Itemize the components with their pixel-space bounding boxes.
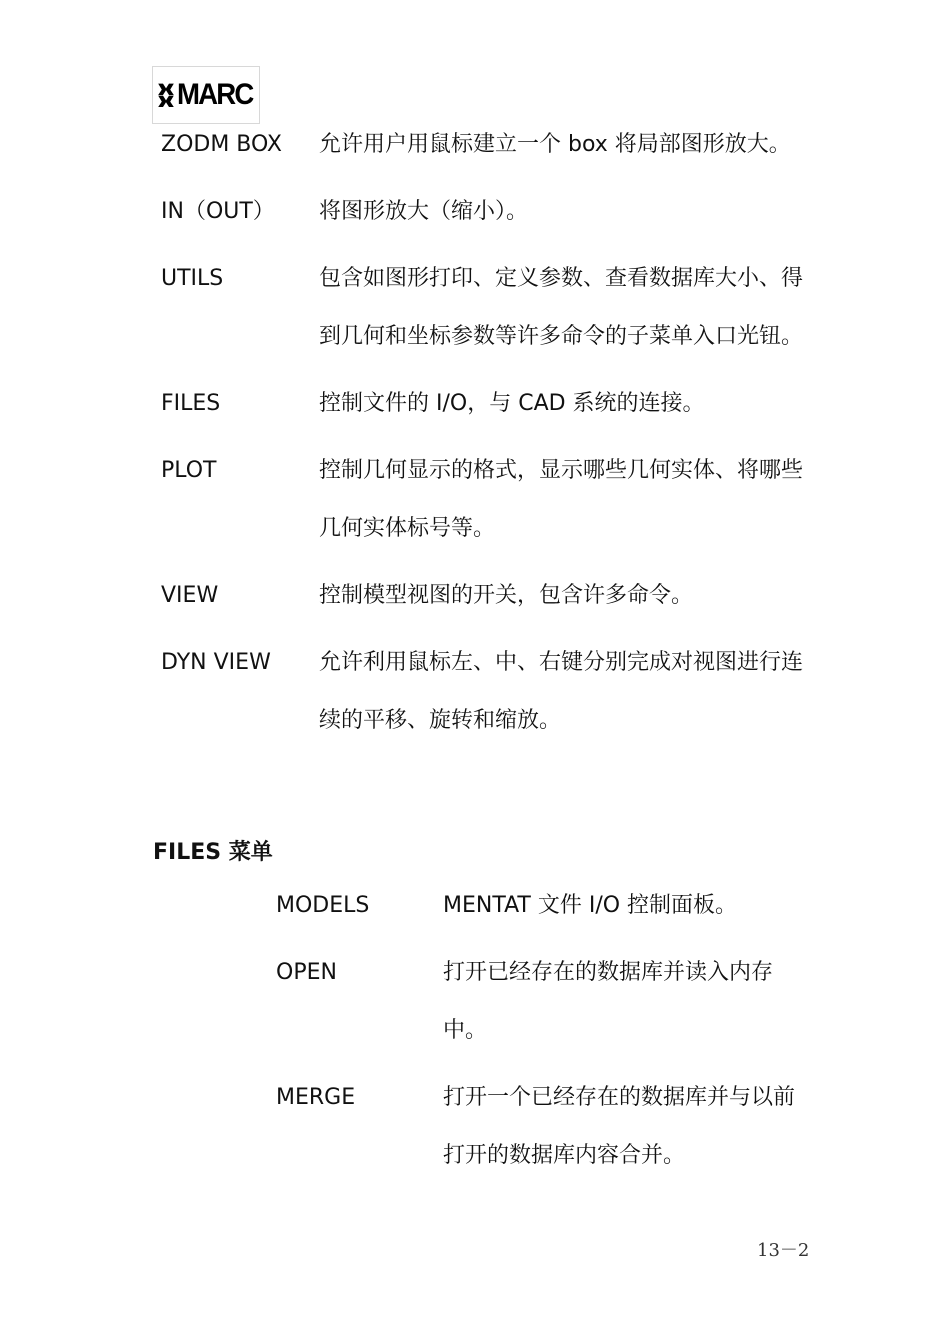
- marc-logo-emblem-icon: [157, 72, 175, 118]
- menu-item-desc: 包含如图形打印、定义参数、查看数据库大小、得到几何和坐标参数等许多命令的子菜单入口光钮。: [319, 266, 804, 349]
- menu-item-term: IN（OUT）: [161, 199, 275, 224]
- menu-item-desc: 打开已经存在的数据库并读入内存中。: [443, 960, 774, 1043]
- menu-item-term: UTILS: [161, 266, 224, 291]
- menu-item-desc: 控制文件的 I/O，与 CAD 系统的连接。: [319, 391, 705, 416]
- menu-item-term: MERGE: [276, 1085, 356, 1110]
- menu-item-term: PLOT: [161, 458, 217, 483]
- menu-item-term: VIEW: [161, 583, 219, 608]
- menu-item-term: OPEN: [276, 960, 337, 985]
- menu-item-term: ZODM BOX: [161, 132, 282, 157]
- menu-item-desc: 控制模型视图的开关，包含许多命令。: [319, 583, 694, 608]
- menu-item-desc: 将图形放大（缩小）。: [319, 199, 529, 224]
- menu-item-term: DYN VIEW: [161, 650, 271, 675]
- menu-item-desc: 打开一个已经存在的数据库并与以前打开的数据库内容合并。: [443, 1085, 796, 1168]
- menu-item-term: MODELS: [276, 893, 370, 918]
- page-number: 13－2: [757, 1240, 810, 1261]
- menu-item-desc: 允许用户用鼠标建立一个 box 将局部图形放大。: [319, 132, 791, 157]
- section-heading: FILES 菜单: [153, 840, 273, 865]
- menu-item-desc: MENTAT 文件 I/O 控制面板。: [443, 893, 738, 918]
- menu-item-desc: 允许利用鼠标左、中、右键分别完成对视图进行连续的平移、旋转和缩放。: [319, 650, 804, 733]
- marc-logo-text: MARC: [177, 78, 253, 111]
- menu-item-desc: 控制几何显示的格式，显示哪些几何实体、将哪些几何实体标号等。: [319, 458, 804, 541]
- menu-item-term: FILES: [161, 391, 221, 416]
